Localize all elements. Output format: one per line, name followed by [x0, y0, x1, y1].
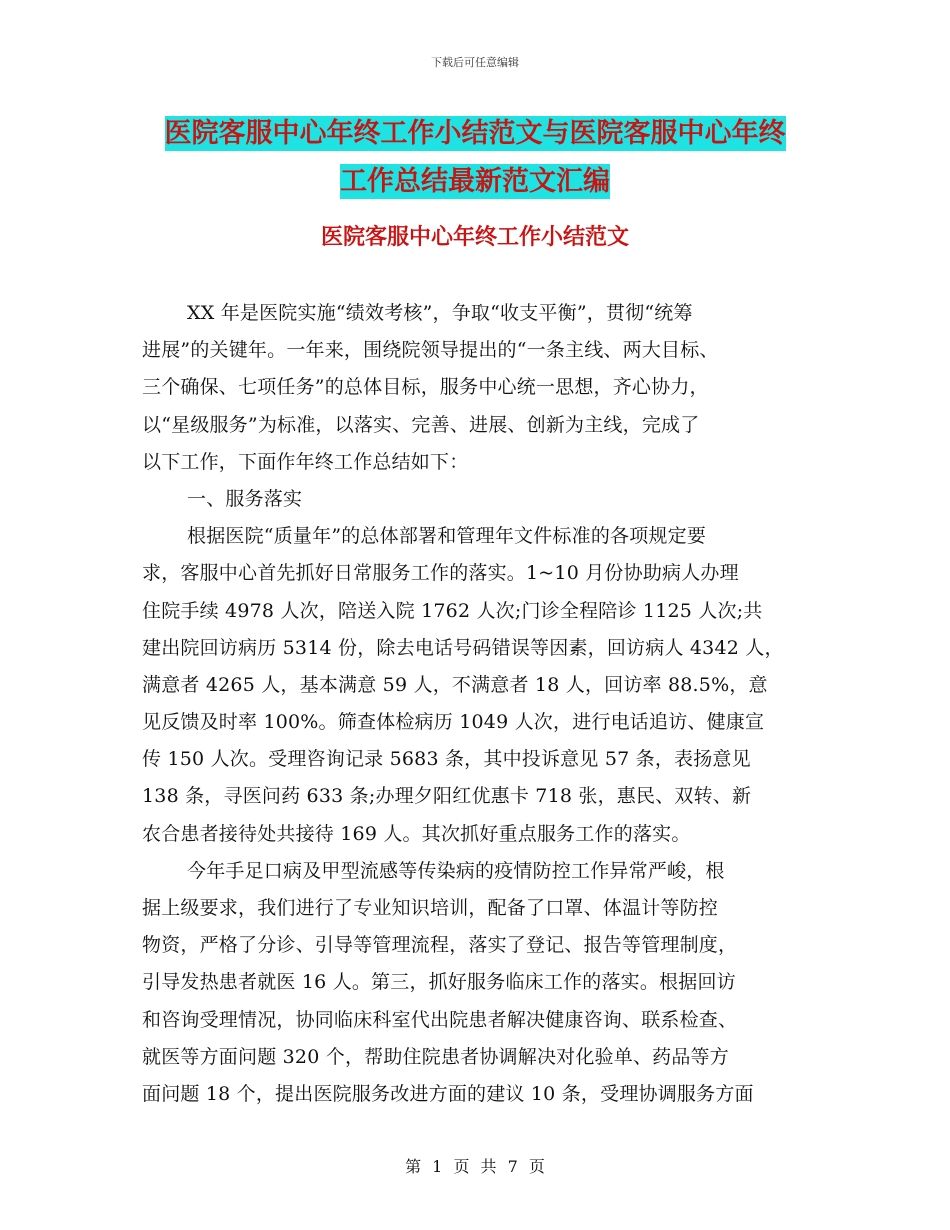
body-line: 传 150 人次。受理咨询记录 5683 条，其中投诉意见 57 条，表扬意见 — [142, 748, 751, 771]
body-line: 农合患者接待处共接待 169 人。其次抓好重点服务工作的落实。 — [142, 822, 691, 845]
page-number: 第 1 页 共 7 页 — [405, 1157, 545, 1176]
body-line: 面问题 18 个，提出医院服务改进方面的建议 10 条，受理协调服务方面 — [142, 1082, 754, 1105]
body-line: 据上级要求，我们进行了专业知识培训，配备了口罩、体温计等防控 — [142, 897, 719, 919]
header-note: 下载后可任意编辑 — [431, 56, 519, 69]
body-line: 住院手续 4978 人次，陪送入院 1762 人次;门诊全程陪诊 1125 人次;共 — [142, 599, 763, 622]
body-line: 满意者 4265 人，基本满意 59 人，不满意者 18 人，回访率 88.5%，意 — [142, 673, 768, 696]
section-title: 医院客服中心年终工作小结范文 — [320, 224, 629, 250]
body-line: 建出院回访病历 5314 份，除去电话号码错误等因素，回访病人 4342 人， — [142, 636, 784, 659]
body-line: 根据医院“质量年”的总体部署和管理年文件标准的各项规定要 — [187, 525, 707, 548]
document-title — [0, 110, 950, 206]
body-line: 求，客服中心首先抓好日常服务工作的落实。1~10 月份协助病人办理 — [142, 562, 739, 585]
body-line: 就医等方面问题 320 个，帮助住院患者协调解决对化验单、药品等方 — [142, 1045, 729, 1068]
body-line: XX 年是医院实施“绩效考核”，争取“收支平衡”，贯彻“统筹 — [187, 302, 693, 324]
body-line: 见反馈及时率 100%。筛查体检病历 1049 人次，进行电话追访、健康宣 — [142, 711, 765, 734]
body-line: 138 条，寻医问药 633 条;办理夕阳红优惠卡 718 张，惠民、双转、新 — [142, 785, 752, 808]
body-line: 以下工作，下面作年终工作总结如下： — [142, 450, 469, 473]
body-line: 今年手足口病及甲型流感等传染病的疫情防控工作异常严峻，根 — [187, 859, 725, 882]
title-line-2: 工作总结最新范文汇编 — [340, 166, 610, 197]
body-line: 和咨询受理情况，协同临床科室代出院患者解决健康咨询、联系检查、 — [142, 1008, 738, 1031]
body-line: 物资，严格了分诊、引导等管理流程，落实了登记、报告等管理制度， — [142, 934, 738, 957]
body-line: 三个确保、七项任务”的总体目标，服务中心统一思想，齐心协力， — [142, 376, 709, 399]
body-line: 进展”的关键年。一年来，围绕院领导提出的“一条主线、两大目标、 — [142, 339, 719, 362]
title-line-1: 医院客服中心年终工作小结范文与医院客服中心年终 — [164, 118, 786, 149]
body-line: 以“星级服务”为标准，以落实、完善、进展、创新为主线，完成了 — [142, 413, 700, 436]
body-line: 引导发热患者就医 16 人。第三，抓好服务临床工作的落实。根据回访 — [142, 971, 736, 994]
body-heading: 一、服务落实 — [187, 487, 303, 510]
body-text — [142, 295, 822, 1113]
